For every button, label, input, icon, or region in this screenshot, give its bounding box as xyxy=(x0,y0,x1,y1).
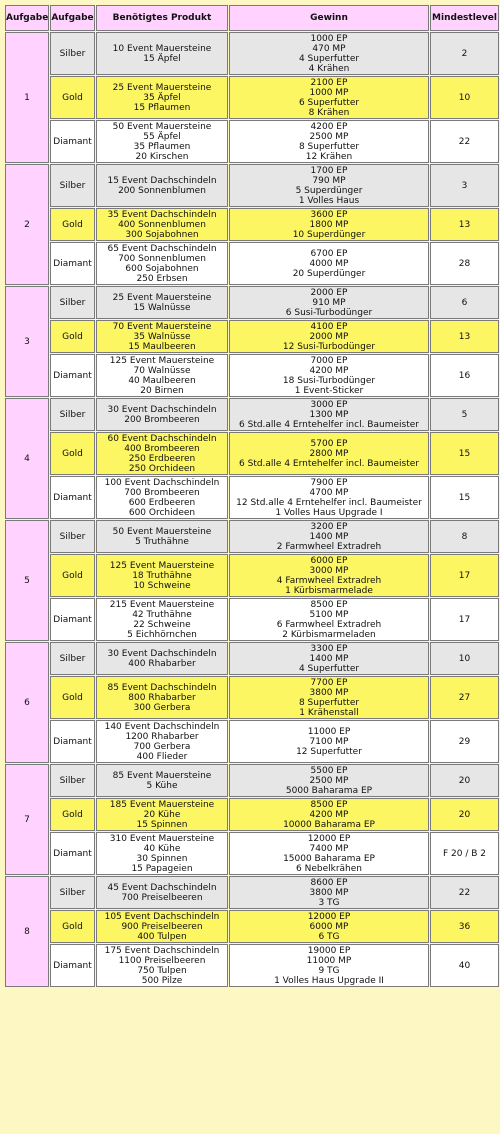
task-row xyxy=(5,32,499,75)
tier-label: Diamant xyxy=(50,120,95,163)
task-row xyxy=(5,242,499,285)
task-number: 5 xyxy=(5,520,49,641)
product-line: 400 Flieder xyxy=(136,751,188,762)
header-task-number: Aufgabe xyxy=(5,5,49,31)
reward-line: 1 Event-Sticker xyxy=(294,385,364,396)
min-level: 15 xyxy=(430,432,499,475)
quest-table-container xyxy=(4,4,500,988)
reward-line: 910 MP xyxy=(312,297,346,308)
product-line: 400 Tulpen xyxy=(137,931,187,942)
product-line: 1100 Preiselbeeren xyxy=(118,955,206,966)
reward-line: 3800 MP xyxy=(309,887,349,898)
product-line: 300 Sojabohnen xyxy=(125,229,199,240)
required-products xyxy=(96,120,228,163)
product-line: 40 Kühe xyxy=(143,843,181,854)
tier-label: Gold xyxy=(50,432,95,475)
reward-line: 12 Krähen xyxy=(305,151,353,162)
required-products xyxy=(96,398,228,431)
task-row xyxy=(5,944,499,987)
tier-label: Silber xyxy=(50,520,95,553)
reward-list xyxy=(229,432,429,475)
product-line: 500 Pilze xyxy=(141,975,183,986)
required-products xyxy=(96,720,228,763)
product-line: 185 Event Mauersteine xyxy=(109,799,215,810)
reward-line: 10000 Baharama EP xyxy=(283,819,375,830)
reward-line: 5700 EP xyxy=(310,438,348,449)
required-products xyxy=(96,598,228,641)
product-line: 30 Spinnen xyxy=(136,853,188,864)
product-line: 700 Sonnenblumen xyxy=(118,253,206,264)
product-line: 50 Event Mauersteine xyxy=(112,121,212,132)
reward-line: 5 Superdünger xyxy=(295,185,363,196)
product-line: 15 Walnüsse xyxy=(133,302,191,313)
header-min-level: Mindestlevel xyxy=(430,5,499,31)
required-products xyxy=(96,642,228,675)
product-line: 1200 Rhabarber xyxy=(125,731,199,742)
product-line: 250 Erbsen xyxy=(136,273,188,284)
product-line: 700 Preiselbeeren xyxy=(121,892,203,903)
product-line: 60 Event Dachschindeln xyxy=(107,433,217,444)
product-line: 600 Orchideen xyxy=(128,507,196,518)
min-level: 28 xyxy=(430,242,499,285)
reward-line: 1 Krähenstall xyxy=(299,707,359,718)
reward-line: 4 Krähen xyxy=(308,63,350,74)
tier-label: Diamant xyxy=(50,354,95,397)
product-line: 70 Event Mauersteine xyxy=(112,321,212,332)
reward-line: 7900 EP xyxy=(310,477,348,488)
product-line: 400 Rhabarber xyxy=(128,658,196,669)
reward-line: 1300 MP xyxy=(309,409,349,420)
reward-list xyxy=(229,554,429,597)
reward-line: 2 Farmwheel Extradreh xyxy=(276,541,382,552)
reward-list xyxy=(229,520,429,553)
reward-list xyxy=(229,164,429,207)
reward-line: 470 MP xyxy=(312,43,346,54)
product-line: 40 Maulbeeren xyxy=(128,375,196,386)
min-level: 13 xyxy=(430,208,499,241)
product-line: 25 Event Mauersteine xyxy=(112,82,212,93)
product-line: 750 Tulpen xyxy=(137,965,187,976)
product-line: 20 Kühe xyxy=(143,809,181,820)
task-row xyxy=(5,554,499,597)
reward-line: 20 Superdünger xyxy=(292,268,366,279)
reward-line: 12 Std.alle 4 Erntehelfer incl. Baumeister xyxy=(236,497,422,508)
reward-line: 12 Susi-Turbodünger xyxy=(282,341,376,352)
required-products xyxy=(96,910,228,943)
reward-line: 1800 MP xyxy=(309,219,349,230)
required-products xyxy=(96,242,228,285)
task-row xyxy=(5,642,499,675)
tier-label: Silber xyxy=(50,32,95,75)
reward-list xyxy=(229,642,429,675)
reward-list xyxy=(229,798,429,831)
product-line: 15 Event Dachschindeln xyxy=(107,175,217,186)
task-row xyxy=(5,832,499,875)
product-line: 20 Birnen xyxy=(140,385,184,396)
reward-line: 6 Std.alle 4 Erntehelfer incl. Baumeister xyxy=(239,419,419,430)
product-line: 215 Event Mauersteine xyxy=(109,599,215,610)
product-line: 700 Brombeeren xyxy=(124,487,200,498)
required-products xyxy=(96,286,228,319)
reward-line: 2000 EP xyxy=(310,287,348,298)
header-task-tier: Aufgabe xyxy=(50,5,95,31)
reward-line: 6700 EP xyxy=(310,248,348,259)
required-products xyxy=(96,944,228,987)
product-line: 600 Sojabohnen xyxy=(125,263,199,274)
reward-line: 1000 EP xyxy=(310,33,348,44)
product-line: 125 Event Mauersteine xyxy=(109,355,215,366)
product-line: 140 Event Dachschindeln xyxy=(104,721,220,732)
reward-line: 12000 EP xyxy=(307,833,351,844)
task-number: 6 xyxy=(5,642,49,763)
reward-list xyxy=(229,242,429,285)
reward-line: 7700 EP xyxy=(310,677,348,688)
reward-line: 2 Kürbismarmeladen xyxy=(282,629,376,640)
tier-label: Silber xyxy=(50,764,95,797)
reward-line: 8 Superfutter xyxy=(298,141,360,152)
product-line: 70 Walnüsse xyxy=(133,365,191,376)
reward-line: 6000 MP xyxy=(309,921,349,932)
product-line: 700 Gerbera xyxy=(133,741,191,752)
product-line: 105 Event Dachschindeln xyxy=(104,911,220,922)
reward-line: 6 Susi-Turbodünger xyxy=(285,307,373,318)
reward-line: 5000 Baharama EP xyxy=(285,785,373,796)
reward-line: 4 Superfutter xyxy=(298,53,360,64)
reward-list xyxy=(229,832,429,875)
tier-label: Silber xyxy=(50,876,95,909)
product-line: 600 Erdbeeren xyxy=(128,497,196,508)
reward-list xyxy=(229,320,429,353)
reward-list xyxy=(229,208,429,241)
min-level: 3 xyxy=(430,164,499,207)
min-level: 22 xyxy=(430,876,499,909)
product-line: 15 Äpfel xyxy=(143,53,181,64)
reward-line: 3800 MP xyxy=(309,687,349,698)
tier-label: Silber xyxy=(50,398,95,431)
product-line: 22 Schweine xyxy=(133,619,191,630)
product-line: 175 Event Dachschindeln xyxy=(104,945,220,956)
min-level: 5 xyxy=(430,398,499,431)
product-line: 35 Äpfel xyxy=(143,92,181,103)
task-row xyxy=(5,76,499,119)
product-line: 25 Event Mauersteine xyxy=(112,292,212,303)
reward-line: 12 Superfutter xyxy=(296,746,362,757)
task-number: 3 xyxy=(5,286,49,397)
tier-label: Silber xyxy=(50,642,95,675)
product-line: 310 Event Mauersteine xyxy=(109,833,215,844)
header-reward: Gewinn xyxy=(229,5,429,31)
task-row xyxy=(5,520,499,553)
required-products xyxy=(96,676,228,719)
task-number: 8 xyxy=(5,876,49,987)
reward-list xyxy=(229,398,429,431)
reward-line: 18 Susi-Turbodünger xyxy=(282,375,376,386)
reward-line: 3200 EP xyxy=(310,521,348,532)
product-line: 50 Event Mauersteine xyxy=(112,526,212,537)
reward-line: 4000 MP xyxy=(309,258,349,269)
tier-label: Gold xyxy=(50,208,95,241)
task-row xyxy=(5,398,499,431)
task-row xyxy=(5,720,499,763)
reward-line: 6000 EP xyxy=(310,555,348,566)
product-line: 200 Sonnenblumen xyxy=(118,185,206,196)
reward-line: 8 Superfutter xyxy=(298,697,360,708)
reward-line: 1400 MP xyxy=(309,653,349,664)
required-products xyxy=(96,164,228,207)
product-line: 300 Gerbera xyxy=(133,702,191,713)
reward-list xyxy=(229,720,429,763)
reward-line: 11000 EP xyxy=(307,726,351,737)
reward-line: 19000 EP xyxy=(307,945,351,956)
reward-line: 6 Superfutter xyxy=(298,97,360,108)
product-line: 250 Erdbeeren xyxy=(128,453,196,464)
reward-line: 3600 EP xyxy=(310,209,348,220)
product-line: 5 Eichhörnchen xyxy=(127,629,197,640)
reward-list xyxy=(229,764,429,797)
reward-line: 2100 EP xyxy=(310,77,348,88)
reward-line: 790 MP xyxy=(312,175,346,186)
reward-line: 8600 EP xyxy=(310,877,348,888)
reward-line: 11000 MP xyxy=(306,955,352,966)
reward-line: 10 Superdünger xyxy=(292,229,366,240)
product-line: 100 Event Dachschindeln xyxy=(104,477,220,488)
product-line: 10 Schweine xyxy=(133,580,191,591)
tier-label: Gold xyxy=(50,676,95,719)
tier-label: Diamant xyxy=(50,720,95,763)
reward-line: 3300 EP xyxy=(310,643,348,654)
reward-line: 4700 MP xyxy=(309,487,349,498)
reward-list xyxy=(229,910,429,943)
required-products xyxy=(96,798,228,831)
reward-list xyxy=(229,676,429,719)
reward-line: 2500 MP xyxy=(309,131,349,142)
reward-line: 15000 Baharama EP xyxy=(283,853,375,864)
tier-label: Gold xyxy=(50,320,95,353)
reward-line: 6 Nebelkrähen xyxy=(296,863,362,874)
min-level: 10 xyxy=(430,642,499,675)
tier-label: Silber xyxy=(50,164,95,207)
required-products xyxy=(96,432,228,475)
product-line: 15 Spinnen xyxy=(136,819,188,830)
product-line: 125 Event Mauersteine xyxy=(109,560,215,571)
reward-list xyxy=(229,76,429,119)
product-line: 15 Pflaumen xyxy=(133,102,191,113)
required-products xyxy=(96,876,228,909)
reward-list xyxy=(229,120,429,163)
required-products xyxy=(96,354,228,397)
tier-label: Diamant xyxy=(50,944,95,987)
min-level: 20 xyxy=(430,798,499,831)
reward-line: 1 Volles Haus xyxy=(298,195,360,206)
task-row xyxy=(5,286,499,319)
reward-line: 3 TG xyxy=(318,897,340,908)
tier-label: Diamant xyxy=(50,476,95,519)
required-products xyxy=(96,520,228,553)
min-level: 36 xyxy=(430,910,499,943)
min-level: 10 xyxy=(430,76,499,119)
min-level: 6 xyxy=(430,286,499,319)
task-number: 4 xyxy=(5,398,49,519)
reward-list xyxy=(229,876,429,909)
task-row xyxy=(5,164,499,207)
product-line: 45 Event Dachschindeln xyxy=(107,882,217,893)
product-line: 30 Event Dachschindeln xyxy=(107,404,217,415)
tier-label: Gold xyxy=(50,910,95,943)
required-products xyxy=(96,764,228,797)
task-row xyxy=(5,798,499,831)
task-row xyxy=(5,120,499,163)
min-level: 17 xyxy=(430,554,499,597)
reward-line: 12000 EP xyxy=(307,911,351,922)
reward-list xyxy=(229,354,429,397)
product-line: 5 Kühe xyxy=(146,780,178,791)
reward-line: 3000 MP xyxy=(309,565,349,576)
min-level: F 20 / B 2 xyxy=(430,832,499,875)
required-products xyxy=(96,208,228,241)
task-row xyxy=(5,476,499,519)
quest-table-body xyxy=(5,32,499,987)
product-line: 35 Walnüsse xyxy=(133,331,191,342)
task-row xyxy=(5,598,499,641)
reward-line: 4200 MP xyxy=(309,365,349,376)
min-level: 8 xyxy=(430,520,499,553)
product-line: 400 Sonnenblumen xyxy=(118,219,206,230)
tier-label: Diamant xyxy=(50,832,95,875)
reward-list xyxy=(229,598,429,641)
reward-line: 9 TG xyxy=(318,965,340,976)
task-row xyxy=(5,320,499,353)
reward-line: 7400 MP xyxy=(309,843,349,854)
min-level: 40 xyxy=(430,944,499,987)
reward-line: 1000 MP xyxy=(309,87,349,98)
reward-line: 4200 EP xyxy=(310,121,348,132)
required-products xyxy=(96,554,228,597)
min-level: 27 xyxy=(430,676,499,719)
reward-list xyxy=(229,286,429,319)
reward-line: 4 Farmwheel Extradreh xyxy=(276,575,382,586)
product-line: 400 Brombeeren xyxy=(124,443,200,454)
product-line: 5 Truthähne xyxy=(135,536,189,547)
required-products xyxy=(96,320,228,353)
reward-list xyxy=(229,32,429,75)
reward-list xyxy=(229,476,429,519)
min-level: 17 xyxy=(430,598,499,641)
reward-line: 5100 MP xyxy=(309,609,349,620)
task-row xyxy=(5,432,499,475)
product-line: 10 Event Mauersteine xyxy=(112,43,212,54)
required-products xyxy=(96,832,228,875)
reward-line: 6 Std.alle 4 Erntehelfer incl. Baumeister xyxy=(239,458,419,469)
task-row xyxy=(5,676,499,719)
reward-line: 8 Krähen xyxy=(308,107,350,118)
reward-line: 5500 EP xyxy=(310,765,348,776)
min-level: 2 xyxy=(430,32,499,75)
product-line: 35 Event Dachschindeln xyxy=(107,209,217,220)
min-level: 22 xyxy=(430,120,499,163)
min-level: 13 xyxy=(430,320,499,353)
min-level: 29 xyxy=(430,720,499,763)
tier-label: Gold xyxy=(50,76,95,119)
task-row xyxy=(5,764,499,797)
product-line: 800 Rhabarber xyxy=(128,692,196,703)
header-row xyxy=(5,5,499,31)
product-line: 200 Brombeeren xyxy=(124,414,200,425)
task-number: 2 xyxy=(5,164,49,285)
tier-label: Diamant xyxy=(50,598,95,641)
product-line: 35 Pflaumen xyxy=(133,141,191,152)
reward-line: 2800 MP xyxy=(309,448,349,459)
header-required-product: Benötigtes Produkt xyxy=(96,5,228,31)
reward-line: 3000 EP xyxy=(310,399,348,410)
required-products xyxy=(96,476,228,519)
product-line: 900 Preiselbeeren xyxy=(121,921,203,932)
required-products xyxy=(96,76,228,119)
product-line: 15 Papageien xyxy=(131,863,193,874)
quest-table xyxy=(4,4,500,988)
reward-line: 2000 MP xyxy=(309,331,349,342)
min-level: 15 xyxy=(430,476,499,519)
task-number: 7 xyxy=(5,764,49,875)
tier-label: Diamant xyxy=(50,242,95,285)
reward-line: 6 Farmwheel Extradreh xyxy=(276,619,382,630)
min-level: 16 xyxy=(430,354,499,397)
reward-line: 4200 MP xyxy=(309,809,349,820)
task-row xyxy=(5,354,499,397)
tier-label: Silber xyxy=(50,286,95,319)
reward-line: 1700 EP xyxy=(310,165,348,176)
reward-line: 2500 MP xyxy=(309,775,349,786)
reward-line: 8500 EP xyxy=(310,599,348,610)
tier-label: Gold xyxy=(50,554,95,597)
product-line: 55 Äpfel xyxy=(143,131,181,142)
reward-line: 7100 MP xyxy=(309,736,349,747)
product-line: 30 Event Dachschindeln xyxy=(107,648,217,659)
product-line: 85 Event Mauersteine xyxy=(112,770,212,781)
product-line: 65 Event Dachschindeln xyxy=(107,243,217,254)
reward-line: 4 Superfutter xyxy=(298,663,360,674)
reward-list xyxy=(229,944,429,987)
product-line: 18 Truthähne xyxy=(132,570,192,581)
reward-line: 1 Kürbismarmelade xyxy=(285,585,373,596)
product-line: 250 Orchideen xyxy=(128,463,196,474)
min-level: 20 xyxy=(430,764,499,797)
product-line: 15 Maulbeeren xyxy=(128,341,196,352)
reward-line: 8500 EP xyxy=(310,799,348,810)
task-row xyxy=(5,208,499,241)
reward-line: 1 Volles Haus Upgrade I xyxy=(275,507,383,518)
reward-line: 1400 MP xyxy=(309,531,349,542)
reward-line: 6 TG xyxy=(318,931,340,942)
task-number: 1 xyxy=(5,32,49,163)
reward-line: 7000 EP xyxy=(310,355,348,366)
task-row xyxy=(5,876,499,909)
product-line: 20 Kirschen xyxy=(135,151,189,162)
task-row xyxy=(5,910,499,943)
required-products xyxy=(96,32,228,75)
product-line: 85 Event Dachschindeln xyxy=(107,682,217,693)
tier-label: Gold xyxy=(50,798,95,831)
reward-line: 1 Volles Haus Upgrade II xyxy=(274,975,384,986)
product-line: 42 Truthähne xyxy=(132,609,192,620)
reward-line: 4100 EP xyxy=(310,321,348,332)
